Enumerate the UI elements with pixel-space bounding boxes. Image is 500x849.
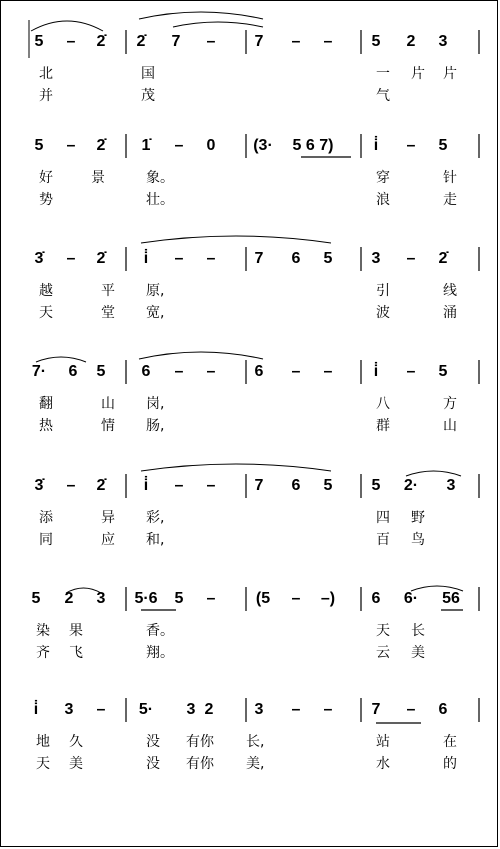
note: –) <box>320 590 336 607</box>
note: 5 <box>371 33 381 50</box>
lyric-syllable: 堂 <box>101 305 115 321</box>
lyric-syllable: 在 <box>443 734 457 750</box>
note: 3 <box>371 250 381 267</box>
lyric-syllable: 平 <box>101 283 115 299</box>
lyric-syllable: 有你 <box>186 756 214 772</box>
lyric-syllable: 彩, <box>146 510 165 526</box>
lyric-syllable: 穿 <box>376 170 390 186</box>
lyric-syllable: 久 <box>69 734 83 750</box>
note: – <box>174 477 184 494</box>
note: 7 <box>171 33 181 50</box>
lyric-syllable: 片 <box>411 66 425 82</box>
note: (3· <box>253 137 273 154</box>
note: – <box>291 701 301 718</box>
note: – <box>323 33 333 50</box>
lyric-syllable: 的 <box>443 756 457 772</box>
lyric-syllable: 水 <box>376 756 390 772</box>
lyric-syllable: 美 <box>69 756 83 772</box>
note: 7· <box>31 363 47 380</box>
lyric-syllable: 北 <box>39 66 53 82</box>
note: 3 <box>446 477 456 494</box>
note: 3 <box>186 701 196 718</box>
lyric-syllable: 天 <box>39 305 53 321</box>
lyric-syllable: 没 <box>146 734 160 750</box>
note: 5 <box>31 590 41 607</box>
note: – <box>291 590 301 607</box>
note: – <box>206 33 216 50</box>
lyric-syllable: 天 <box>376 623 390 639</box>
note: 5·6 <box>134 590 158 607</box>
note: – <box>174 363 184 380</box>
lyric-syllable: 添 <box>39 510 53 526</box>
note: i̇ <box>373 137 379 154</box>
note: i̇ <box>33 701 39 718</box>
note: 5 <box>174 590 184 607</box>
note: 7 <box>254 250 264 267</box>
lyric-syllable: 地 <box>36 734 50 750</box>
lyric-syllable: 没 <box>146 756 160 772</box>
lyric-syllable: 长 <box>411 623 425 639</box>
note: 6 <box>438 701 448 718</box>
note: 2̇ <box>438 250 448 267</box>
note: 2̇ <box>96 477 106 494</box>
slur <box>141 236 331 243</box>
lyric-syllable: 天 <box>36 756 50 772</box>
note: 5 <box>438 137 448 154</box>
note: i̇ <box>143 477 149 494</box>
lyric-syllable: 有你 <box>186 734 214 750</box>
note: – <box>406 137 416 154</box>
note: 6 <box>291 250 301 267</box>
note: i̇ <box>143 250 149 267</box>
note: 6 <box>68 363 78 380</box>
lyric-syllable: 同 <box>39 532 53 548</box>
note: 3̇ <box>34 250 44 267</box>
note: – <box>206 250 216 267</box>
score-svg <box>1 1 499 848</box>
note: 6 <box>141 363 151 380</box>
lyric-syllable: 涌 <box>443 305 457 321</box>
note: 1̇ <box>141 137 151 154</box>
note: 2 <box>204 701 214 718</box>
note: – <box>66 137 76 154</box>
note: 2 <box>64 590 74 607</box>
note: – <box>406 701 416 718</box>
note: i̇ <box>373 363 379 380</box>
note: 2· <box>403 477 419 494</box>
lyric-syllable: 一 <box>376 66 390 82</box>
note: 6 <box>371 590 381 607</box>
lyric-syllable: 引 <box>376 283 390 299</box>
note: 5 <box>371 477 381 494</box>
note: – <box>66 477 76 494</box>
lyric-syllable: 果 <box>69 623 83 639</box>
lyric-syllable: 波 <box>376 305 390 321</box>
lyric-syllable: 齐 <box>36 645 50 661</box>
note: 6· <box>403 590 419 607</box>
lyric-syllable: 片 <box>443 66 457 82</box>
lyric-syllable: 国 <box>141 66 155 82</box>
note: 5 <box>34 33 44 50</box>
lyric-syllable: 热 <box>39 418 53 434</box>
slur <box>141 464 331 471</box>
lyric-syllable: 美, <box>246 756 265 772</box>
note: – <box>323 363 333 380</box>
lyric-syllable: 和, <box>146 532 165 548</box>
lyric-syllable: 气 <box>376 88 390 104</box>
note: – <box>96 701 106 718</box>
lyric-syllable: 方 <box>443 396 457 412</box>
lyric-syllable: 茂 <box>141 88 155 104</box>
note: 5 <box>96 363 106 380</box>
slur <box>173 22 263 27</box>
note: 3 <box>64 701 74 718</box>
slur <box>406 471 461 476</box>
slur <box>139 352 263 359</box>
lyric-syllable: 云 <box>376 645 390 661</box>
note: – <box>206 477 216 494</box>
note: – <box>291 33 301 50</box>
note: 3 <box>96 590 106 607</box>
slur <box>36 357 86 362</box>
lyric-syllable: 好 <box>39 170 53 186</box>
note: 6 <box>254 363 264 380</box>
note: – <box>66 33 76 50</box>
note: (5 <box>255 590 271 607</box>
note: – <box>206 363 216 380</box>
note: 2̇ <box>96 137 106 154</box>
note: – <box>206 590 216 607</box>
lyric-syllable: 壮。 <box>146 192 174 208</box>
note: 3 <box>254 701 264 718</box>
lyric-syllable: 香。 <box>146 623 174 639</box>
lyric-syllable: 染 <box>36 623 50 639</box>
lyric-syllable: 鸟 <box>411 532 425 548</box>
lyric-syllable: 肠, <box>146 418 165 434</box>
note: 2̇ <box>96 250 106 267</box>
lyric-syllable: 越 <box>39 283 53 299</box>
lyric-syllable: 百 <box>376 532 390 548</box>
note: 0 <box>206 137 216 154</box>
lyric-syllable: 山 <box>443 418 457 434</box>
note: 2̇ <box>136 33 146 50</box>
note: 5· <box>138 701 154 718</box>
lyric-syllable: 线 <box>443 283 457 299</box>
lyric-syllable: 美 <box>411 645 425 661</box>
note: 3̇ <box>34 477 44 494</box>
note: 5 <box>34 137 44 154</box>
note: 5 <box>323 477 333 494</box>
lyric-syllable: 长, <box>246 734 265 750</box>
note: – <box>406 250 416 267</box>
note: 2̇ <box>96 33 106 50</box>
lyric-syllable: 野 <box>411 510 425 526</box>
lyric-syllable: 情 <box>101 418 115 434</box>
lyric-syllable: 四 <box>376 510 390 526</box>
lyric-syllable: 山 <box>101 396 115 412</box>
lyric-syllable: 象。 <box>146 170 174 186</box>
lyric-syllable: 岗, <box>146 396 165 412</box>
lyric-syllable: 景 <box>91 170 105 186</box>
lyric-syllable: 翔。 <box>146 645 174 661</box>
lyric-syllable: 翻 <box>39 396 53 412</box>
note: – <box>66 250 76 267</box>
note: 5 <box>323 250 333 267</box>
note: – <box>291 363 301 380</box>
lyric-syllable: 势 <box>39 192 53 208</box>
note: 6 <box>291 477 301 494</box>
note: 7 <box>254 33 264 50</box>
lyric-syllable: 八 <box>376 396 390 412</box>
note: – <box>406 363 416 380</box>
slur <box>139 12 263 19</box>
slur <box>31 21 103 31</box>
lyric-syllable: 站 <box>376 734 390 750</box>
lyric-syllable: 走 <box>443 192 457 208</box>
note: 56 <box>442 590 460 607</box>
lyric-syllable: 飞 <box>69 645 83 661</box>
lyric-syllable: 应 <box>101 532 115 548</box>
note: – <box>323 701 333 718</box>
note: 2 <box>406 33 416 50</box>
note: 5 6 7) <box>292 137 334 154</box>
note: – <box>174 250 184 267</box>
note: 5 <box>438 363 448 380</box>
lyric-syllable: 异 <box>101 510 115 526</box>
lyric-syllable: 并 <box>39 88 53 104</box>
note: 7 <box>254 477 264 494</box>
note: 7 <box>371 701 381 718</box>
lyric-syllable: 针 <box>443 170 457 186</box>
lyric-syllable: 浪 <box>376 192 390 208</box>
lyric-syllable: 宽, <box>146 305 165 321</box>
note: – <box>174 137 184 154</box>
lyric-syllable: 原, <box>146 283 165 299</box>
lyric-syllable: 群 <box>376 418 390 434</box>
note: 3 <box>438 33 448 50</box>
